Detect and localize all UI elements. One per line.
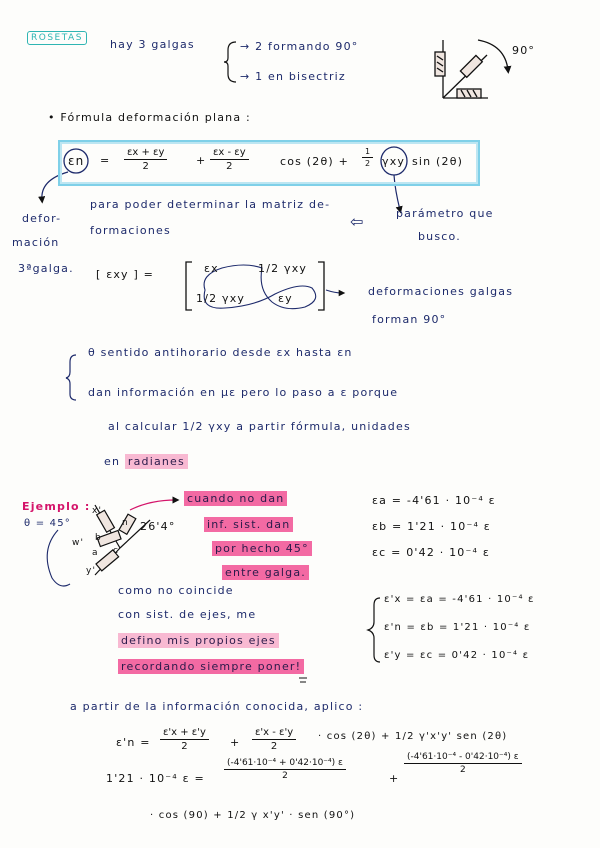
matrix-label: [ εxy ] = bbox=[96, 268, 155, 281]
matrix-note-1: deformaciones galgas bbox=[368, 285, 514, 298]
mapping-3: ε'y = εc = 0'42 · 10⁻⁴ ε bbox=[384, 650, 530, 661]
final-intro: a partir de la información conocida, aplico : bbox=[70, 700, 364, 713]
matrix-a12: 1/2 γxy bbox=[258, 262, 308, 275]
radianes-highlight: radianes bbox=[125, 454, 188, 469]
final-line-3: · cos (90) + 1/2 γ x'y' · sen (90°) bbox=[150, 810, 356, 821]
note-left-1: defor- bbox=[22, 212, 62, 225]
axis-x-label: x' bbox=[92, 506, 103, 516]
axis-y-label: y' bbox=[86, 566, 97, 576]
example-note-hl-4: entre galga. bbox=[222, 566, 309, 579]
final-plus-2: + bbox=[389, 772, 400, 785]
formula-sin: sin (2θ) bbox=[412, 155, 464, 168]
bullet-2-line-2: al calcular 1/2 γxy a partir fórmula, unidades bbox=[108, 420, 411, 433]
final-tail-1: · cos (2θ) + 1/2 γ'x'y' sen (2θ) bbox=[318, 731, 508, 742]
header-branch-2: → 1 en bisectriz bbox=[240, 70, 346, 83]
strain-b: εb = 1'21 · 10⁻⁴ ε bbox=[372, 520, 491, 533]
axis-w-label: w' bbox=[72, 538, 85, 548]
formula-gamma: γxy bbox=[382, 155, 406, 168]
example-label: Ejemplo : bbox=[22, 500, 91, 513]
final-frac-1: $\frac{\varepsilon'x + \varepsilon'y}{2}$ bbox=[160, 727, 209, 752]
note-middle-1: para poder determinar la matriz de- bbox=[90, 198, 331, 211]
header-intro: hay 3 galgas bbox=[110, 38, 195, 51]
formula-title: • Fórmula deformación plana : bbox=[48, 111, 251, 124]
galga-c-label: c bbox=[113, 546, 120, 556]
example-note-hl-3: por hecho 45° bbox=[212, 542, 312, 555]
frac-diff: $\frac{\varepsilon x - \varepsilon y}{2}$ bbox=[210, 147, 249, 172]
example-note-2: con sist. de ejes, me bbox=[118, 608, 257, 621]
bullet-2-line-1: dan información en με pero lo paso a ε porque bbox=[88, 386, 399, 399]
rosetas-tag: ROSETAS bbox=[27, 31, 87, 45]
galga-n-label: n bbox=[122, 518, 129, 528]
formula-equals: = bbox=[100, 154, 111, 167]
note-right-1: parámetro que bbox=[396, 207, 494, 220]
mapping-2: ε'n = εb = 1'21 · 10⁻⁴ ε bbox=[384, 622, 531, 633]
mapping-1: ε'x = εa = -4'61 · 10⁻⁴ ε bbox=[384, 594, 535, 605]
example-note-hl-5: defino mis propios ejes bbox=[118, 634, 279, 647]
example-note-hl-2: inf. sist. dan bbox=[204, 518, 293, 531]
strain-c: εc = 0'42 · 10⁻⁴ ε bbox=[372, 546, 490, 559]
example-rosette bbox=[95, 500, 176, 575]
matrix-a11: εx bbox=[204, 262, 219, 275]
bullet-2-line-3: en radianes bbox=[104, 455, 188, 468]
final-lhs-1: ε'n = bbox=[116, 736, 151, 749]
final-plus-1: + bbox=[230, 736, 241, 749]
final-frac-4: $\frac{\text{(-4'61·10⁻⁴ - 0'42·10⁻⁴) ε}}{2}$ bbox=[404, 752, 522, 775]
example-note-1: como no coincide bbox=[118, 584, 234, 597]
final-frac-3: $\frac{\text{(-4'61·10⁻⁴ + 0'42·10⁻⁴) ε}}{2}$ bbox=[224, 758, 346, 781]
frac-sum: $\frac{\varepsilon x + \varepsilon y}{2}$ bbox=[124, 147, 167, 172]
rosette-sketch bbox=[435, 40, 508, 98]
rosette-angle-label: 90° bbox=[512, 44, 536, 57]
note-left-3: 3ªgalga. bbox=[18, 262, 74, 275]
galga-b-label: b bbox=[95, 533, 102, 543]
bullet-1: θ sentido antihorario desde εx hasta εn bbox=[88, 346, 353, 359]
header-branch-1: → 2 formando 90° bbox=[240, 40, 359, 53]
left-arrow-icon: ⇦ bbox=[350, 212, 365, 231]
final-frac-2: $\frac{\varepsilon'x - \varepsilon'y}{2}$ bbox=[252, 727, 296, 752]
matrix-note-2: forman 90° bbox=[372, 313, 447, 326]
galga-a-label: a bbox=[92, 548, 99, 558]
example-theta: θ = 45° bbox=[24, 518, 71, 529]
note-middle-2: formaciones bbox=[90, 224, 171, 237]
example-note-hl-6: recordando siempre poner! bbox=[118, 660, 304, 673]
matrix-a22: εy bbox=[278, 292, 293, 305]
note-left-2: mación bbox=[12, 236, 60, 249]
final-lhs-2: 1'21 · 10⁻⁴ ε = bbox=[106, 772, 205, 785]
frac-half: $\frac{1}{2}$ bbox=[362, 147, 373, 168]
example-note-hl-1: cuando no dan bbox=[184, 492, 287, 505]
formula-plus: + bbox=[196, 154, 207, 167]
matrix-a21: 1/2 γxy bbox=[196, 292, 246, 305]
note-right-2: busco. bbox=[418, 230, 461, 243]
example-angle: 26'4° bbox=[140, 520, 176, 533]
formula-lhs: εn bbox=[68, 154, 85, 168]
formula-cos: cos (2θ) + bbox=[280, 155, 350, 168]
strain-a: εa = -4'61 · 10⁻⁴ ε bbox=[372, 494, 496, 507]
